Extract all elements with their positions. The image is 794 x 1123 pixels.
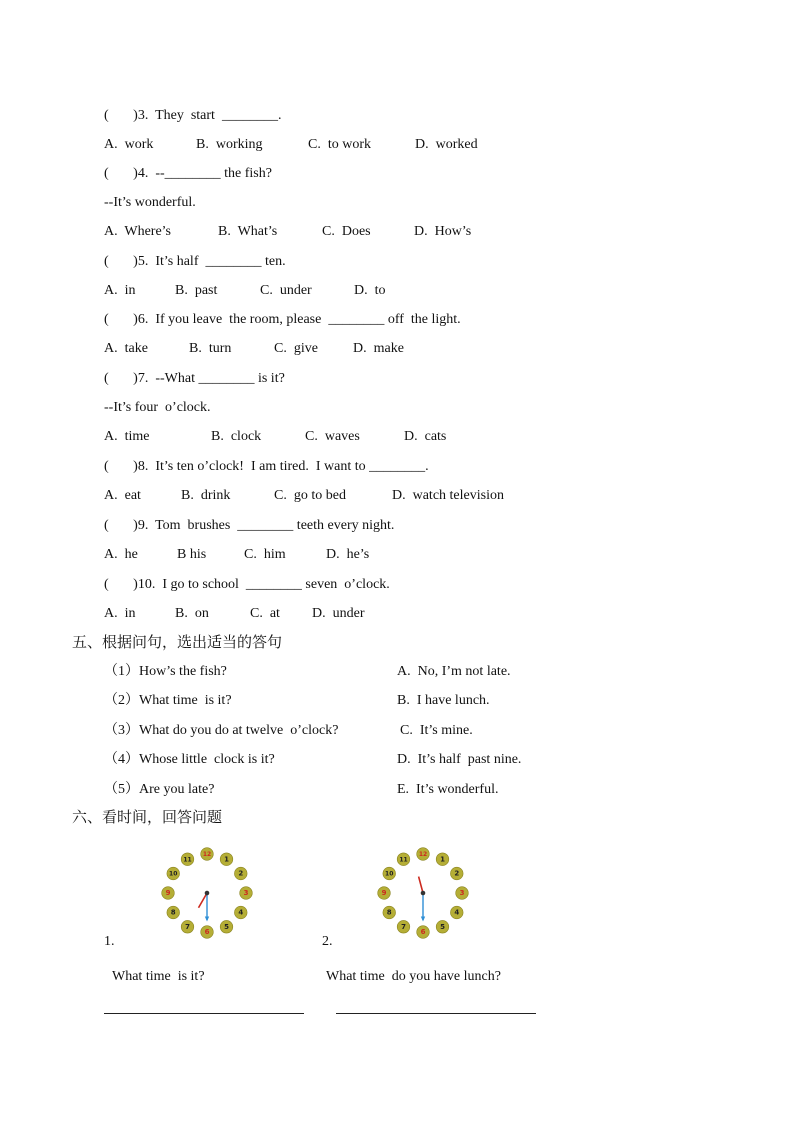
answer-option: C. him bbox=[244, 547, 286, 562]
minute-hand-tip bbox=[421, 917, 425, 922]
answer-option: B. on bbox=[175, 606, 209, 621]
clock-face-2 bbox=[373, 843, 473, 943]
answer-option: C. under bbox=[260, 283, 312, 298]
answer-option: A. work bbox=[104, 137, 154, 152]
answer-option: A. eat bbox=[104, 488, 141, 503]
answer-option: B. drink bbox=[181, 488, 231, 503]
answer-option: C. to work bbox=[308, 137, 371, 152]
answer-option: A. time bbox=[104, 429, 150, 444]
match-answer: A. No, I’m not late. bbox=[397, 664, 511, 679]
item-number: 1. bbox=[104, 934, 115, 949]
clock-number: 10 bbox=[169, 870, 178, 878]
answer-option: D. make bbox=[353, 341, 404, 356]
clock-number: 10 bbox=[385, 870, 394, 878]
clock-number: 9 bbox=[165, 889, 171, 898]
clock-number: 4 bbox=[454, 908, 460, 917]
answer-option: B. What’s bbox=[218, 224, 278, 239]
match-question: （2）What time is it? bbox=[104, 693, 232, 708]
match-answer: D. It’s half past nine. bbox=[397, 752, 522, 767]
clock-number: 7 bbox=[185, 922, 190, 931]
question-stem: ( )3. They start ________. bbox=[104, 108, 282, 123]
question-stem: ( )6. If you leave the room, please ________ off the light. bbox=[104, 312, 461, 327]
answer-option: D. under bbox=[312, 606, 365, 621]
answer-option: A. take bbox=[104, 341, 148, 356]
question-reply: --It’s four o’clock. bbox=[104, 400, 211, 415]
question-stem: ( )5. It’s half ________ ten. bbox=[104, 254, 286, 269]
clock-number: 6 bbox=[204, 928, 210, 937]
clock-number: 2 bbox=[454, 869, 460, 878]
question-stem: ( )8. It’s ten o’clock! I am tired. I want to ________. bbox=[104, 459, 429, 474]
hour-hand bbox=[199, 893, 208, 908]
item-number: 2. bbox=[322, 934, 333, 949]
time-question: What time is it? bbox=[112, 969, 205, 984]
answer-line bbox=[104, 1013, 304, 1014]
clock-number: 9 bbox=[381, 889, 387, 898]
answer-option: C. give bbox=[274, 341, 318, 356]
answer-line bbox=[336, 1013, 536, 1014]
clock-number: 11 bbox=[183, 856, 192, 864]
clock-number: 3 bbox=[459, 889, 465, 898]
answer-option: D. cats bbox=[404, 429, 447, 444]
clock-number: 12 bbox=[418, 851, 428, 859]
question-stem: ( )4. --________ the fish? bbox=[104, 166, 272, 181]
answer-option: D. he’s bbox=[326, 547, 370, 562]
clock-number: 5 bbox=[440, 922, 445, 931]
clock-number: 1 bbox=[440, 855, 445, 864]
answer-option: B. clock bbox=[211, 429, 262, 444]
clock-center bbox=[421, 891, 426, 896]
answer-option: C. Does bbox=[322, 224, 371, 239]
answer-option: B his bbox=[177, 547, 207, 562]
match-question: （5）Are you late? bbox=[104, 782, 215, 797]
clock-number: 8 bbox=[386, 908, 392, 917]
match-question: （3）What do you do at twelve o’clock? bbox=[104, 723, 339, 738]
clock-number: 3 bbox=[243, 889, 249, 898]
clock-number: 4 bbox=[238, 908, 244, 917]
clock-number: 5 bbox=[224, 922, 229, 931]
answer-option: B. working bbox=[196, 137, 263, 152]
match-answer: B. I have lunch. bbox=[397, 693, 490, 708]
clock-number: 11 bbox=[399, 856, 408, 864]
answer-option: C. at bbox=[250, 606, 280, 621]
answer-option: B. turn bbox=[189, 341, 232, 356]
minute-hand-tip bbox=[205, 917, 209, 922]
clock-number: 7 bbox=[401, 922, 406, 931]
answer-option: C. waves bbox=[305, 429, 360, 444]
clock-number: 1 bbox=[224, 855, 229, 864]
time-question: What time do you have lunch? bbox=[326, 969, 501, 984]
answer-option: D. worked bbox=[415, 137, 478, 152]
match-answer: C. It’s mine. bbox=[400, 723, 473, 738]
match-question: （1）How’s the fish? bbox=[104, 664, 227, 679]
match-question: （4）Whose little clock is it? bbox=[104, 752, 275, 767]
answer-option: B. past bbox=[175, 283, 218, 298]
answer-option: A. in bbox=[104, 606, 136, 621]
question-stem: ( )9. Tom brushes ________ teeth every night. bbox=[104, 518, 395, 533]
clock-number: 6 bbox=[420, 928, 426, 937]
question-reply: --It’s wonderful. bbox=[104, 195, 196, 210]
section-heading: 五、根据问句，选出适当的答句 bbox=[72, 635, 283, 651]
answer-option: A. Where’s bbox=[104, 224, 171, 239]
hour-hand bbox=[419, 877, 423, 893]
clock-number: 8 bbox=[170, 908, 176, 917]
question-stem: ( )10. I go to school ________ seven o’clock. bbox=[104, 577, 390, 592]
answer-option: D. watch television bbox=[392, 488, 504, 503]
clock-center bbox=[205, 891, 210, 896]
answer-option: D. How’s bbox=[414, 224, 472, 239]
clock-face-1 bbox=[157, 843, 257, 943]
answer-option: C. go to bed bbox=[274, 488, 346, 503]
match-answer: E. It’s wonderful. bbox=[397, 782, 499, 797]
question-stem: ( )7. --What ________ is it? bbox=[104, 371, 285, 386]
answer-option: A. he bbox=[104, 547, 138, 562]
clock-number: 2 bbox=[238, 869, 244, 878]
answer-option: D. to bbox=[354, 283, 386, 298]
clock-number: 12 bbox=[202, 851, 212, 859]
section-heading: 六、看时间，回答问题 bbox=[72, 810, 223, 826]
answer-option: A. in bbox=[104, 283, 136, 298]
